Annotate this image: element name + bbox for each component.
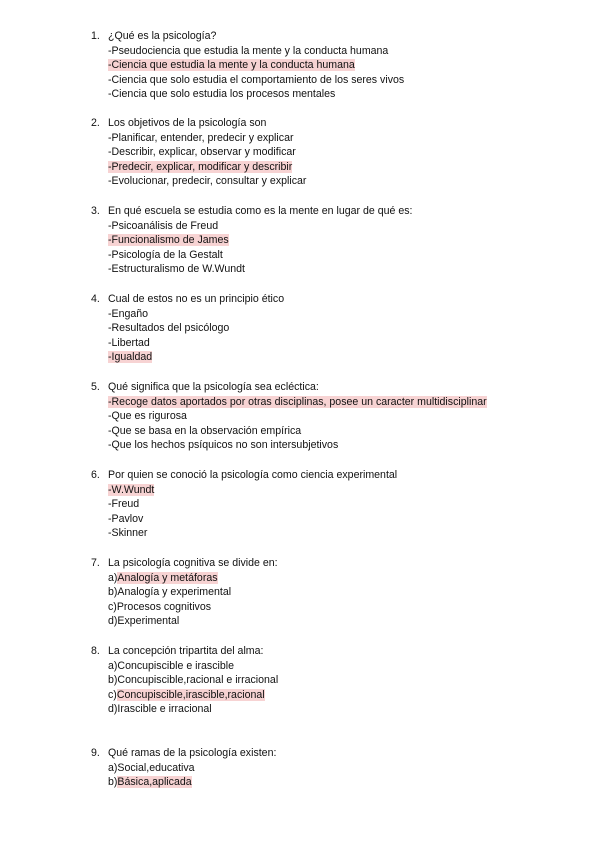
- question-number: 9.: [91, 747, 100, 759]
- question-text: Cual de estos no es un principio ético: [108, 293, 285, 305]
- option-text: -Psicología de la Gestalt: [108, 248, 223, 261]
- options-list: [108, 395, 487, 453]
- option-letter: b): [108, 674, 118, 687]
- question-text: La concepción tripartita del alma:: [108, 645, 264, 657]
- option-letter: b): [108, 776, 118, 789]
- question-text: Los objetivos de la psicología son: [108, 117, 267, 129]
- question-text: La psicología cognitiva se divide en:: [108, 557, 278, 569]
- question-text: Qué significa que la psicología sea ecléctica:: [108, 381, 319, 393]
- options-list: [108, 571, 231, 629]
- options-list: [108, 307, 229, 365]
- question-text: Qué ramas de la psicología existen:: [108, 747, 277, 759]
- options-list: [108, 483, 154, 541]
- question-number: 3.: [91, 205, 100, 217]
- question-number: 2.: [91, 117, 100, 129]
- option-text: Irascible e irracional: [117, 703, 212, 716]
- correct-option-text: -Funcionalismo de James: [108, 234, 229, 247]
- option-text: Concupiscible e irascible: [117, 659, 235, 672]
- option-letter: a): [108, 571, 118, 584]
- option-text: -Psicoanálisis de Freud: [108, 219, 219, 232]
- option-letter: c): [108, 600, 117, 613]
- question-number: 6.: [91, 469, 100, 481]
- question-text: ¿Qué es la psicología?: [108, 30, 217, 42]
- correct-option-text: -Predecir, explicar, modificar y describir: [108, 160, 293, 173]
- correct-option-text: -Igualdad: [108, 351, 153, 364]
- option-text: -Pseudociencia que estudia la mente y la conducta humana: [108, 44, 389, 57]
- option-letter: c): [108, 688, 117, 701]
- option-letter: d): [108, 615, 118, 628]
- option-text: -Libertad: [108, 336, 150, 349]
- option-text: -Freud: [108, 498, 140, 511]
- option-text: -Engaño: [108, 307, 149, 320]
- option-letter: b): [108, 586, 118, 599]
- correct-option-text: -Recoge datos aportados por otras disciplinas, posee un caracter multidisciplinar: [108, 395, 487, 408]
- options-list: [108, 659, 278, 717]
- option-text: -Evolucionar, predecir, consultar y explicar: [108, 175, 307, 188]
- option-letter: a): [108, 659, 118, 672]
- options-list: [108, 131, 306, 189]
- option-letter: d): [108, 703, 118, 716]
- options-list: [108, 219, 245, 277]
- options-list: [108, 44, 404, 102]
- option-text: -Que los hechos psíquicos no son intersubjetivos: [108, 439, 339, 452]
- option-text: -Resultados del psicólogo: [108, 322, 230, 335]
- correct-option-text: -Ciencia que estudia la mente y la conducta humana: [108, 59, 355, 72]
- correct-option-text: Concupiscible,irascible,racional: [116, 688, 265, 701]
- option-text: -Describir, explicar, observar y modificar: [108, 146, 296, 159]
- correct-option-text: -W.Wundt: [108, 483, 155, 496]
- question-text: En qué escuela se estudia como es la mente en lugar de qué es:: [108, 205, 413, 217]
- question-number: 5.: [91, 381, 100, 393]
- option-text: -Skinner: [108, 527, 148, 540]
- option-text: -Ciencia que solo estudia el comportamiento de los seres vivos: [108, 73, 405, 86]
- question-number: 8.: [91, 645, 100, 657]
- options-list: [108, 761, 195, 790]
- option-text: Procesos cognitivos: [116, 600, 212, 613]
- question-number: 1.: [91, 30, 100, 42]
- option-text: -Que se basa en la observación empírica: [108, 424, 302, 437]
- correct-option-text: Analogía y metáforas: [117, 571, 218, 584]
- option-letter: a): [108, 761, 118, 774]
- question-text: Por quien se conoció la psicología como ciencia experimental: [108, 469, 398, 481]
- option-text: -Que es rigurosa: [108, 410, 187, 423]
- option-text: -Ciencia que solo estudia los procesos mentales: [108, 88, 336, 101]
- option-text: Analogía y experimental: [117, 586, 232, 599]
- question-number: 4.: [91, 293, 100, 305]
- option-text: -Pavlov: [108, 512, 144, 525]
- question-number: 7.: [91, 557, 100, 569]
- option-text: Concupiscible,racional e irracional: [117, 674, 279, 687]
- correct-option-text: Básica,aplicada: [117, 776, 192, 789]
- option-text: -Estructuralismo de W.Wundt: [108, 263, 245, 276]
- option-text: Experimental: [117, 615, 180, 628]
- option-text: -Planificar, entender, predecir y explicar: [108, 131, 294, 144]
- option-text: Social,educativa: [117, 761, 195, 774]
